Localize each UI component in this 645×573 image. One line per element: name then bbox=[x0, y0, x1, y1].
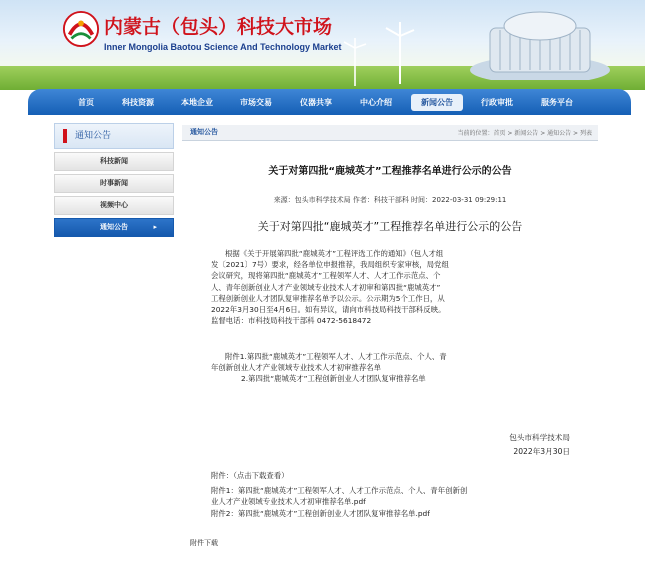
sidebar-item-label: 视频中心 bbox=[100, 201, 128, 209]
sidebar-item-label: 通知公告 bbox=[100, 223, 128, 231]
content-header bbox=[182, 125, 598, 141]
sidebar-header bbox=[54, 123, 174, 149]
attachment-link-2[interactable]: 附件2：第四批“鹿城英才”工程创新创业人才团队复审推荐名单.pdf bbox=[211, 508, 430, 518]
main-nav bbox=[28, 89, 631, 115]
site-title: 内蒙古（包头）科技大市场 bbox=[104, 16, 333, 38]
sidebar-header-marker bbox=[63, 129, 67, 143]
body-line: 发〔2021〕7号）要求，经各单位申报推荐，我局组织专家审核，局党组 bbox=[211, 260, 449, 270]
signature-org: 包头市科学技术局 bbox=[509, 433, 570, 442]
nav-market-trade[interactable]: 市场交易 bbox=[240, 98, 272, 107]
content-tab-label: 通知公告 bbox=[190, 128, 218, 136]
attachment-note-line: 附件1.第四批“鹿城英才”工程领军人才、人才工作示范点、个人、青 bbox=[225, 352, 447, 361]
attachment-links bbox=[211, 470, 591, 519]
body-line: 根据《关于开展第四批“鹿城英才”工程评选工作的通知》（包人才组 bbox=[225, 249, 444, 258]
nav-local-enterprises[interactable]: 本地企业 bbox=[181, 98, 213, 107]
attachment-notes bbox=[211, 351, 591, 385]
body-line: 监督电话：市科技局科技干部科 0472-5618472 bbox=[211, 316, 372, 326]
nav-tech-resources[interactable]: 科技资源 bbox=[122, 98, 154, 107]
body-line: 工程创新创业人才团队复审推荐名单予以公示。公示期为5个工作日，从 bbox=[211, 293, 445, 303]
attachment-note-line: 年创新创业人才产业领域专业技术人才初审推荐名单 bbox=[211, 363, 381, 373]
sidebar bbox=[54, 123, 174, 237]
attachment-link-1-cont[interactable]: 业人才产业领域专业技术人才初审推荐名单.pdf bbox=[211, 497, 366, 507]
nav-center-intro[interactable]: 中心介绍 bbox=[360, 98, 392, 107]
nav-admin-approval[interactable]: 行政审批 bbox=[481, 98, 513, 107]
breadcrumb: 当前的位置：首页 > 新闻公告 > 通知公告 > 列表 bbox=[457, 130, 592, 137]
body-line: 人、青年创新创业人才产业领域专业技术人才初审和第四批“鹿城英才” bbox=[211, 282, 441, 292]
wind-turbine-icon bbox=[380, 22, 420, 84]
body-line: 2022年3月30日至4月6日。如有异议，请向市科技局科技干部科反映。 bbox=[211, 305, 446, 315]
sidebar-item-video-center[interactable] bbox=[54, 196, 174, 215]
header-banner bbox=[0, 0, 645, 90]
site-subtitle: Inner Mongolia Baotou Science And Technology Market bbox=[104, 42, 342, 52]
attachment-note-line: 2.第四批“鹿城英才”工程创新创业人才团队复审推荐名单 bbox=[241, 374, 426, 384]
chevron-right-icon: ▸ bbox=[153, 223, 157, 231]
sidebar-item-current-news[interactable] bbox=[54, 174, 174, 193]
sidebar-item-notices[interactable] bbox=[54, 218, 174, 237]
nav-service-platform[interactable]: 服务平台 bbox=[541, 98, 573, 107]
wind-turbine-icon bbox=[340, 38, 370, 86]
article-title: 关于对第四批“鹿城英才”工程推荐名单进行公示的公告 bbox=[268, 166, 512, 177]
nav-instrument-sharing[interactable]: 仪器共享 bbox=[300, 98, 332, 107]
nav-home[interactable]: 首页 bbox=[78, 98, 94, 107]
sidebar-header-label: 通知公告 bbox=[75, 131, 112, 141]
attachment-link-1[interactable]: 附件1：第四批“鹿城英才”工程领军人才、人才工作示范点、个人、青年创新创 bbox=[211, 486, 468, 496]
article-subtitle: 关于对第四批“鹿城英才”工程推荐名单进行公示的公告 bbox=[257, 220, 523, 233]
article-body bbox=[211, 248, 585, 326]
article-meta: 来源：包头市科学技术局 作者：科技干部科 时间：2022-03-31 09:29:11 bbox=[273, 196, 507, 204]
nav-news[interactable]: 新闻公告 bbox=[411, 94, 463, 111]
sidebar-item-tech-news[interactable] bbox=[54, 152, 174, 171]
sidebar-item-label: 时事新闻 bbox=[100, 179, 128, 187]
download-section-label: 附件下载 bbox=[190, 539, 218, 547]
site-logo-icon bbox=[62, 10, 100, 48]
sidebar-item-label: 科技新闻 bbox=[100, 157, 128, 165]
body-line: 会议研究，现将第四批“鹿城英才”工程领军人才、人才工作示范点、个 bbox=[211, 271, 441, 281]
attachment-label: 附件：（点击下载查看） bbox=[211, 471, 289, 480]
signature-date: 2022年3月30日 bbox=[513, 447, 570, 456]
dome-building-icon bbox=[420, 8, 620, 80]
